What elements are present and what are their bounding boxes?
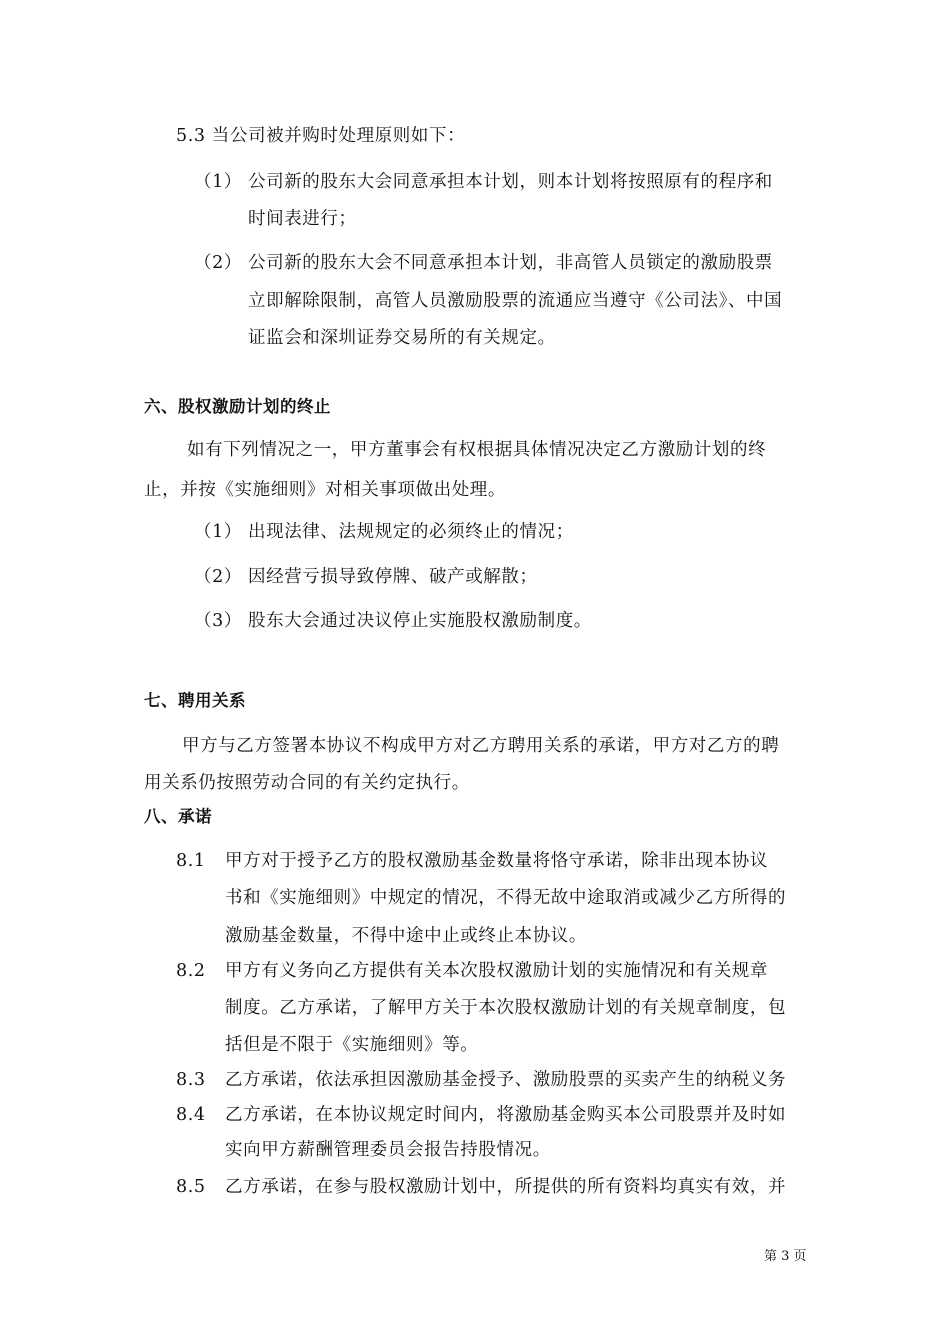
list-item-number: （2） <box>194 253 242 273</box>
section-6-heading: 六、股权激励计划的终止 <box>144 397 331 416</box>
paragraph-line: 甲方与乙方签署本协议不构成甲方对乙方聘用关系的承诺，甲方对乙方的聘 <box>182 736 780 756</box>
list-item-number: 8.1 <box>176 851 206 871</box>
list-item-number: 8.3 <box>176 1070 206 1090</box>
list-item-text: 出现法律、法规规定的必须终止的情况； <box>248 522 574 542</box>
list-item-text: 乙方承诺，在本协议规定时间内，将激励基金购买本公司股票并及时如 <box>225 1105 787 1125</box>
list-item-number: 8.2 <box>176 961 206 981</box>
paragraph-line: 止，并按《实施细则》对相关事项做出处理。 <box>144 480 506 500</box>
list-item-text: 激励基金数量，不得中途中止或终止本协议。 <box>225 926 587 946</box>
section-5-3-intro: 5.3 当公司被并购时处理原则如下： <box>176 126 466 146</box>
list-item-text: 因经营亏损导致停牌、破产或解散； <box>248 567 538 587</box>
list-item-text: 立即解除限制，高管人员激励股票的流通应当遵守《公司法》、中国 <box>248 291 783 311</box>
list-item-number: （1） <box>194 172 242 192</box>
list-item-number: （3） <box>194 611 242 631</box>
section-8-heading: 八、承诺 <box>144 807 212 826</box>
list-item-text: 公司新的股东大会不同意承担本计划，非高管人员锁定的激励股票 <box>248 253 773 273</box>
list-item-text: 书和《实施细则》中规定的情况，不得无故中途取消或减少乙方所得的 <box>225 888 787 908</box>
list-item-text: 时间表进行； <box>248 209 357 229</box>
list-item-number: （2） <box>194 567 242 587</box>
list-item-text: 乙方承诺，在参与股权激励计划中，所提供的所有资料均真实有效，并 <box>225 1177 787 1197</box>
list-item-text: 制度。乙方承诺，了解甲方关于本次股权激励计划的有关规章制度，包 <box>225 998 787 1018</box>
list-item-number: （1） <box>194 522 242 542</box>
page-number: 第 3 页 <box>764 1249 807 1264</box>
paragraph-line: 如有下列情况之一，甲方董事会有权根据具体情况决定乙方激励计划的终 <box>187 440 767 460</box>
list-item-text: 甲方对于授予乙方的股权激励基金数量将恪守承诺，除非出现本协议 <box>225 851 768 871</box>
list-item-text: 实向甲方薪酬管理委员会报告持股情况。 <box>225 1140 551 1160</box>
list-item-text: 公司新的股东大会同意承担本计划，则本计划将按照原有的程序和 <box>248 172 773 192</box>
list-item-text: 证监会和深圳证券交易所的有关规定。 <box>248 328 556 348</box>
list-item-text: 乙方承诺，依法承担因激励基金授予、激励股票的买卖产生的纳税义务 <box>225 1070 787 1090</box>
list-item-number: 8.5 <box>176 1177 206 1197</box>
list-item-text: 括但是不限于《实施细则》等。 <box>225 1035 479 1055</box>
list-item-text: 股东大会通过决议停止实施股权激励制度。 <box>248 611 592 631</box>
list-item-text: 甲方有义务向乙方提供有关本次股权激励计划的实施情况和有关规章 <box>225 961 768 981</box>
list-item-number: 8.4 <box>176 1105 206 1125</box>
paragraph-line: 用关系仍按照劳动合同的有关约定执行。 <box>144 773 470 793</box>
section-7-heading: 七、聘用关系 <box>144 691 246 710</box>
